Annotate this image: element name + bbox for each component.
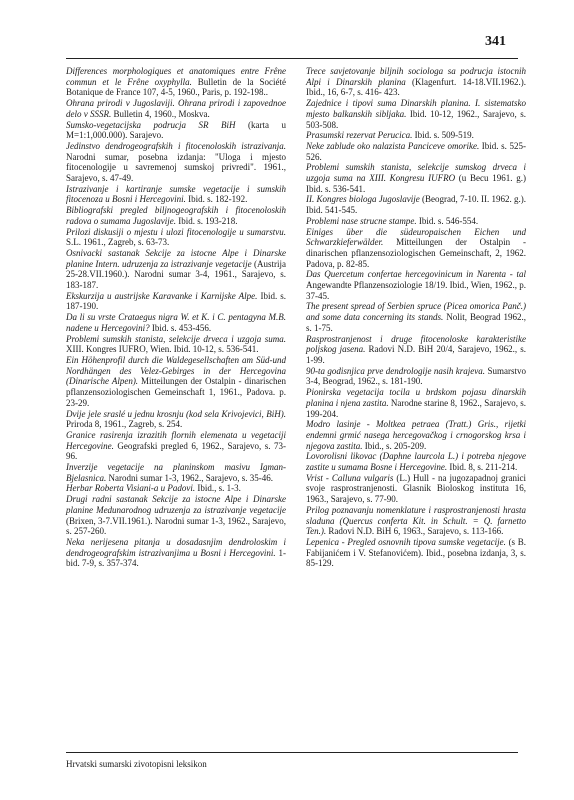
entry-title: Das Quercetum confertae hercegovinicum in Narenta - tal — [306, 269, 526, 280]
entry-title: Lepenica - Pregled osnovnih tipova sumske vegetacije. — [306, 536, 506, 547]
entry-details: Bulletin 4, 1960., Moskva. — [111, 108, 210, 119]
entry-details: Ibid. s. 182-192. — [185, 194, 248, 205]
bibliography-entry — [306, 301, 526, 333]
entry-details: Ibid. s. 509-519. — [412, 130, 474, 141]
entry-title: Differences morphologiques et anatomiques entre Frêne commun et le Frêne oxyphylla. — [66, 66, 286, 87]
entry-details: Ibid. s. 193-218. — [176, 215, 238, 226]
entry-title: Vrist - Calluna vulgaris — [306, 472, 394, 483]
bibliography-entry — [66, 409, 286, 430]
entry-title: Problemi nase strucne stampe. — [306, 215, 417, 226]
bibliography-entry — [306, 269, 526, 301]
entry-details: (Klagenfurt. 14-18.VII.1962.). Ibid., 16, 6-7, s. 416- 423. — [306, 76, 527, 98]
bibliography-entry — [306, 98, 526, 130]
bibliography-entry — [66, 98, 286, 119]
entry-details: Ibid., s. 1-3. — [195, 483, 241, 494]
entry-details: 1- bid. 7-9, s. 357-374. — [66, 547, 286, 569]
entry-details: Nolit, Beograd 1962., s. 1-75. — [306, 312, 526, 333]
entry-title: Jedinstvo dendrogeografskih i fitocenoloskih istrazivanja. — [66, 140, 286, 151]
bibliography-entry — [306, 216, 526, 227]
bibliography-entry — [306, 334, 526, 366]
entry-title: Granice rasirenja izrazitih flornih elemenata u vegetaciji Hercegovine. — [66, 429, 286, 451]
bibliography-entry — [66, 66, 286, 98]
entry-details: Narodne starine 8, 1962., Sarajevo, s. 199-204. — [306, 397, 526, 419]
entry-title: Istrazivanje i kartiranje sumske vegetacije i sumskih fitocenoza u Bosni i Hercegovini. — [66, 183, 286, 205]
bibliography-entry — [66, 537, 286, 569]
entry-title: Dvije jele sraslé u jednu krosnju (kod sela Krivojevici, BiH). — [66, 408, 286, 419]
entry-title: Ein Höhenprofil durch die Waldegesellschaften am Süd-und Nordhängen des Velez-Gebirges in der Hercegovina (Dinarische Alpen). — [66, 354, 286, 387]
entry-title: Trece savjetovanje biljnih sociologa sa podrucja istocnih Alpi i Dinarskih planina — [306, 66, 526, 87]
entry-details: Ibid. s. 453-456. — [149, 322, 212, 333]
entry-details: Geografski pregled 6, 1962., Sarajevo, s. 73- 96. — [66, 440, 286, 462]
entry-title: Lovorolisni likovac (Daphne laurcola L.) i potreba njegove zastite u sumama Bosne i Hercegovine. — [306, 451, 526, 473]
entry-title: Sumsko-vegetacijska podrucja SR BiH — [66, 119, 236, 130]
bibliography-entry — [306, 451, 526, 472]
bibliography-entry — [66, 120, 286, 141]
entry-title: II. Kongres biologa Jugoslavije — [306, 194, 420, 205]
entry-title: Ohrana prirodi v Jugoslaviji. Ohrana prirodi i zapovednoe delo v SSSR. — [66, 98, 286, 119]
entry-title: Ekskurzija u austrijske Karavanke i Karnijske Alpe. — [66, 290, 258, 301]
entry-details: (Brixen, 3-7.VII.1961.). Narodni sumar 1-3, 1962., Sarajevo, s. 257-260. — [66, 515, 286, 537]
bibliography-entry — [306, 505, 526, 537]
bibliography-entry — [66, 248, 286, 291]
entry-title: Modro lasinje - Moltkea petraea (Tratt.) Gris., rijetki endemni grmić nasega hercegovačkog i crnogorskog krsa i njegova zastita. — [306, 419, 526, 451]
top-rule — [66, 58, 518, 59]
entry-title: Einiges über die südeuropaischen Eichen und Schwarzkieferwälder. — [306, 226, 526, 248]
entry-details: Ibid. s. 546-554. — [416, 215, 479, 226]
entry-details: Bulletin de la Société Botanique de France 107, 4-5, 1960., Paris, p. 192-198.. — [66, 76, 286, 98]
entry-details: Ibid. 10-12, 1962., Sarajevo, s. 503-508. — [306, 108, 527, 130]
entry-details: Mitteilungen der Ostalpin - dinarischen pflanzensoziologischen Gemeinschaft, 2, 1962. Padova, p. 82-85. — [306, 237, 526, 269]
entry-title: Problemi sumskih stanista, selekcije sumskog drveca i uzgoja suma na XIII. Kongresu IUFRO — [306, 162, 526, 184]
bibliography-entry — [306, 473, 526, 505]
bibliography-entry — [66, 355, 286, 409]
entry-title: Inverzije vegetacije na planinskom masivu Igman-Bjelasnica. — [66, 462, 286, 483]
entry-title: Zajednice i tipovi suma Dinarskih planina. I. sistematsko mjesto balkanskih sibljaka. — [306, 98, 526, 119]
entry-details: Priroda 8, 1961., Zagreb, s. 254. — [66, 419, 183, 430]
bibliography-entry — [66, 291, 286, 312]
bibliography-entry — [306, 194, 526, 215]
entry-details: Ibid. s. 525-526. — [306, 140, 526, 162]
entry-details: (s B. Fabijanićem i V. Stefanovićem). Ibid., posebna izdanja, 3, s. 85-129. — [306, 536, 526, 569]
entry-details: Ibid., s. 205-209. — [362, 440, 427, 451]
bottom-rule — [66, 752, 518, 753]
page-number: 341 — [485, 34, 506, 49]
entry-title: Problemi sumskih stanista, selekcije drveca i uzgoja suma. — [66, 333, 286, 344]
bibliography-entry — [66, 205, 286, 226]
bibliography-entry — [306, 387, 526, 419]
entry-title: 90-ta godisnjica prve dendrologije nasih krajeva. — [306, 365, 486, 376]
footer-text: Hrvatski sumarski zivotopisni leksikon — [66, 759, 207, 769]
bibliography-entry — [306, 227, 526, 270]
entry-title: Neke zablude oko nalazista Panciceve omorike. — [306, 140, 480, 151]
entry-title: Da li su vrste Crataegus nigra W. et K. i C. pentagyna M.B. nadene u Hercegovini? — [66, 312, 286, 333]
entry-details: (L.) Hull - na jugozapadnoj granici svoje rasprostranjenosti. Glasnik Bioloskog instituta 16, 1963., Sarajevo, s. 77-90. — [306, 472, 526, 505]
entry-details: (Austrija 25-28.VII.1960.). Narodni sumar 3-4, 1961., Sarajevo, s. 183-187. — [66, 258, 286, 291]
entry-title: Rasprostranjenost i druge fitocenoloske karakteristike poljskog jasena. — [306, 333, 526, 355]
bibliography-entry — [66, 334, 286, 355]
bibliography-entry — [66, 462, 286, 483]
entry-title: The present spread of Serbien spruce (Picea omorica Panč.) and some data concerning its stands. — [306, 301, 526, 323]
bibliography-entry — [66, 312, 286, 333]
entry-details: Mitteilungen der Ostalpin - dinarischen pflanzensoziologischen Gemeinschaft 1, 1961., Padova. p. 23-29. — [66, 376, 286, 408]
entry-title: Prilog poznavanju nomenklature i rasprostranjenosti hrasta sladuna (Quercus conferta Kit. in Schult. = Q. farnetto Ten.). — [306, 504, 526, 537]
bibliography-entry — [306, 66, 526, 98]
bibliography-entry — [306, 141, 526, 162]
entry-details: Narodni sumar, posebna izdanja: "Uloga i mjesto fitocenologije u savremenoj sumskoj privredi". 1961., Sarajevo, s. 47-49. — [66, 151, 286, 184]
entry-title: Herbar Roberta Visiani-a u Padovi. — [66, 483, 196, 494]
entry-details: (u Becu 1961. g.) Ibid. s. 536-541. — [306, 173, 526, 194]
bibliography-entry — [66, 184, 286, 205]
entry-title: Bibliografski pregled biljnogeografskih i fitocenoloskih radova o sumama Jugoslavije. — [66, 205, 286, 226]
entry-details: Ibid. s. 187-190. — [66, 290, 286, 312]
bibliography-entry — [306, 162, 526, 194]
bibliography-entry — [66, 430, 286, 462]
right-column — [306, 66, 526, 569]
entry-details: Radovi N.D. BiH 6, 1963., Sarajevo, s. 113-166. — [326, 526, 504, 537]
bibliography-entry — [306, 130, 526, 141]
entry-title: Osnivacki sastanak Sekcije za istocne Alpe i Dinarske planine Intern. udruzenja za istrazivanje vegetacije — [66, 247, 286, 269]
entry-details: S.L. 1961., Zagreb, s. 63-73. — [66, 237, 170, 248]
entry-title: Prasumski rezervat Perucica. — [306, 130, 413, 141]
entry-details: Ibid. 8, s. 211-214. — [447, 462, 518, 473]
entry-details: (karta u M=1:1,000.000). Sarajevo. — [66, 119, 287, 141]
entry-details: Sumarstvo 3-4, Beograd, 1962., s. 181-190. — [306, 365, 526, 387]
bibliography-entry — [66, 141, 286, 184]
entry-details: (Beograd, 7-10. II. 1962. g.). Ibid. 541-545. — [306, 194, 526, 216]
left-column — [66, 66, 286, 569]
bibliography-entry — [66, 483, 286, 494]
entry-details: Narodni sumar 1-3, 1962., Sarajevo, s. 35-46. — [106, 472, 273, 483]
bibliography-entry — [66, 227, 286, 248]
bibliography-entry — [306, 366, 526, 387]
text-columns — [66, 66, 526, 569]
bibliography-entry — [306, 419, 526, 451]
entry-title: Drugi radni sastanak Sekcije za istocne Alpe i Dinarske planine Medunarodnog udruzenja za istrazivanje vegetacije — [66, 494, 286, 515]
bibliography-entry — [66, 494, 286, 537]
entry-details: XIII. Kongres IUFRO, Wien. Ibid. 10-12, s. 536-541. — [66, 344, 259, 355]
entry-title: Prilozi diskusiji o mjestu i ulozi fitocenologije u sumarstvu. — [66, 226, 286, 237]
entry-details: Radovi N.D. BiH 20/4, Sarajevo, 1962., s. 1-99. — [306, 344, 526, 365]
entry-title: Neka nerijesena pitanja u dosadasnjim dendroloskim i dendrogeografskim istrazivanjima u Bosni i Hercegovini. — [66, 536, 286, 558]
entry-details: Angewandte Pflanzensoziologie 18/19. Ibid., Wien, 1962., p. 37-45. — [306, 280, 526, 301]
bibliography-entry — [306, 537, 526, 569]
entry-title: Pionirska vegetacija tocila u brdskom pojasu dinarskih planina i njena zastita. — [306, 387, 526, 408]
